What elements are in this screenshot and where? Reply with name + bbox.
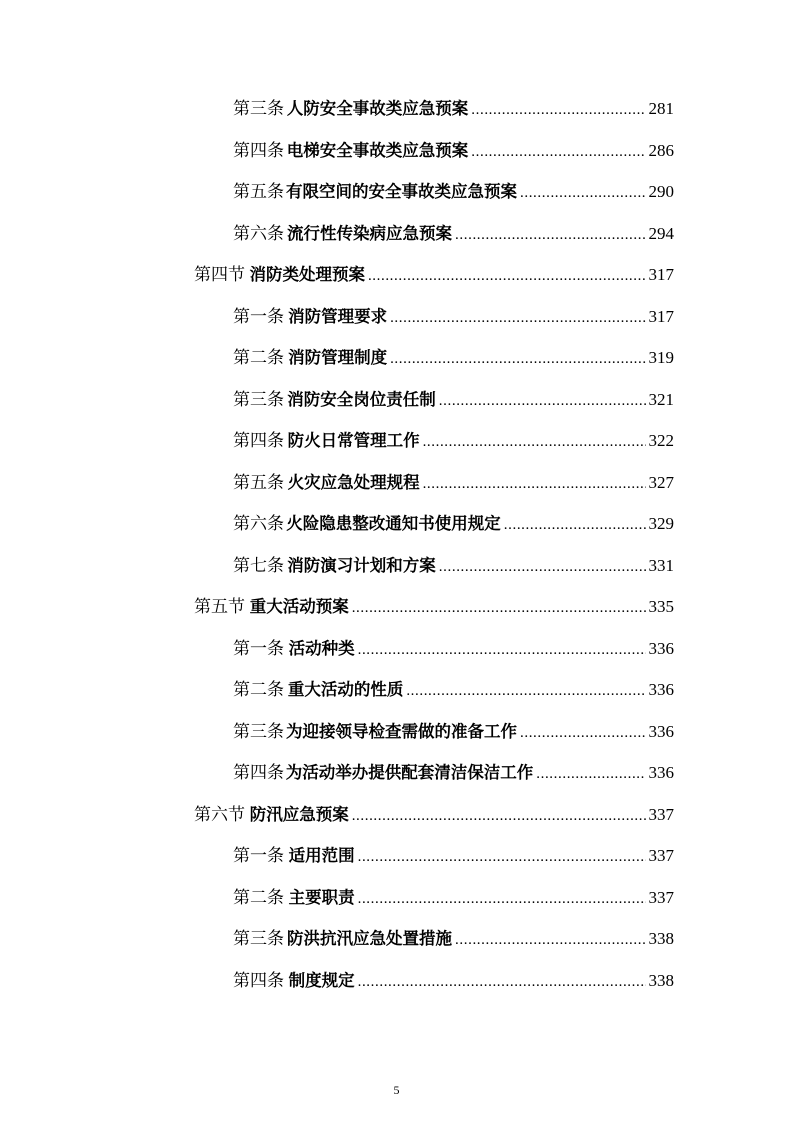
- dot-leader: [358, 837, 646, 879]
- toc-entry-page: 336: [648, 763, 674, 782]
- toc-entry-number: 第三条: [233, 389, 284, 410]
- toc-entry-number: 第二条: [233, 348, 284, 368]
- toc-entry-title: 重大活动的性质: [287, 680, 404, 699]
- toc-entry-title: 防火日常管理工作: [287, 431, 420, 450]
- toc-entry-number: 第五条: [233, 182, 284, 202]
- toc-entry[interactable]: [0, 379, 674, 421]
- toc-entry-number: 第四条: [233, 763, 284, 783]
- toc-entry[interactable]: [0, 669, 674, 711]
- toc-section-title: 重大活动预案: [249, 597, 349, 616]
- dot-leader: [368, 256, 646, 298]
- toc-entry-page: 294: [648, 223, 674, 243]
- dot-leader: [352, 588, 646, 630]
- toc-entry-page: 290: [648, 182, 674, 201]
- toc-entry-number: 第四条: [233, 140, 284, 161]
- toc-entry[interactable]: [0, 877, 674, 919]
- toc-entry-number: 第四条: [233, 431, 284, 451]
- toc-entry-page: 338: [648, 970, 674, 990]
- toc-entry-page: 327: [648, 472, 674, 492]
- toc-entry-page: 286: [648, 140, 674, 160]
- toc-section-number: 第六节: [194, 804, 245, 825]
- toc-entry-title: 消防安全岗位责任制: [287, 389, 436, 409]
- toc-section-page: 317: [648, 265, 674, 284]
- dot-leader: [439, 547, 646, 589]
- toc-entry-number: 第三条: [233, 721, 284, 742]
- toc-entry-number: 第六条: [233, 223, 284, 244]
- toc-entry-title: 人防安全事故类应急预案: [286, 99, 469, 118]
- toc-entry[interactable]: [0, 420, 674, 462]
- dot-leader: [455, 920, 645, 962]
- toc-entry-title: 活动种类: [288, 638, 355, 658]
- toc-entry-title: 火险隐患整改通知书使用规定: [286, 514, 501, 533]
- toc-entry-title: 为活动举办提供配套清洁保洁工作: [285, 763, 534, 782]
- toc-entry-number: 第一条: [233, 306, 284, 327]
- toc-entry-page: 331: [648, 555, 674, 575]
- toc-entry-page: 336: [648, 638, 674, 658]
- toc-entry[interactable]: [0, 503, 674, 545]
- toc-entry[interactable]: [0, 960, 674, 1002]
- dot-leader: [520, 713, 646, 755]
- toc-entry-page: 322: [648, 431, 674, 450]
- dot-leader: [520, 173, 646, 215]
- dot-leader: [390, 298, 645, 340]
- dot-leader: [471, 132, 645, 174]
- toc-entry-title: 防洪抗汛应急处置措施: [287, 929, 453, 948]
- toc-section-number: 第四节: [194, 265, 245, 285]
- dot-leader: [455, 215, 645, 257]
- toc-entry-title: 消防管理要求: [288, 306, 388, 326]
- dot-leader: [536, 754, 645, 796]
- toc-entry-title: 制度规定: [288, 970, 355, 990]
- toc-entry-page: 336: [648, 721, 674, 741]
- toc-entry-page: 317: [648, 306, 674, 326]
- toc-entry-title: 电梯安全事故类应急预案: [286, 140, 469, 160]
- toc-entry-page: 336: [648, 680, 674, 699]
- toc-entry-number: 第三条: [233, 99, 284, 119]
- toc-entry[interactable]: [0, 337, 674, 379]
- toc-entry[interactable]: [0, 545, 674, 587]
- toc-entry-number: 第二条: [233, 680, 284, 700]
- dot-leader: [358, 962, 646, 1004]
- dot-leader: [390, 339, 645, 381]
- toc-entry[interactable]: [0, 296, 674, 338]
- table-of-contents: [0, 88, 793, 1001]
- toc-entry[interactable]: [0, 835, 674, 877]
- toc-entry[interactable]: [0, 752, 674, 794]
- toc-entry[interactable]: [0, 628, 674, 670]
- toc-entry-number: 第三条: [233, 929, 284, 949]
- dot-leader: [423, 422, 646, 464]
- toc-section[interactable]: [0, 254, 674, 296]
- page-number: 5: [393, 1083, 400, 1097]
- toc-entry-title: 流行性传染病应急预案: [287, 223, 453, 243]
- dot-leader: [471, 90, 645, 132]
- dot-leader: [352, 796, 646, 838]
- toc-entry-number: 第二条: [233, 887, 284, 908]
- dot-leader: [439, 381, 646, 423]
- toc-entry-page: 321: [648, 389, 674, 409]
- toc-entry-page: 319: [648, 348, 674, 367]
- toc-entry[interactable]: [0, 711, 674, 753]
- dot-leader: [504, 505, 646, 547]
- toc-entry-number: 第六条: [233, 514, 284, 534]
- toc-section[interactable]: [0, 794, 674, 836]
- toc-entry[interactable]: [0, 88, 674, 130]
- toc-entry[interactable]: [0, 130, 674, 172]
- toc-entry-title: 消防管理制度: [288, 348, 388, 367]
- toc-entry-page: 337: [648, 846, 674, 865]
- toc-section-title: 防汛应急预案: [249, 804, 349, 824]
- toc-entry[interactable]: [0, 213, 674, 255]
- dot-leader: [358, 630, 646, 672]
- toc-entry[interactable]: [0, 462, 674, 504]
- toc-entry-number: 第一条: [233, 846, 284, 866]
- toc-entry-number: 第一条: [233, 638, 284, 659]
- toc-entry-page: 329: [648, 514, 674, 533]
- dot-leader: [358, 879, 646, 921]
- toc-entry-page: 338: [648, 929, 674, 948]
- toc-entry-page: 281: [648, 99, 674, 118]
- toc-entry-number: 第四条: [233, 970, 284, 991]
- toc-entry[interactable]: [0, 918, 674, 960]
- toc-entry-title: 适用范围: [288, 846, 355, 865]
- toc-entry-title: 为迎接领导检查需做的准备工作: [286, 721, 517, 741]
- toc-section-page: 335: [648, 597, 674, 616]
- toc-entry-title: 主要职责: [288, 887, 355, 907]
- toc-section[interactable]: [0, 586, 674, 628]
- toc-entry-title: 消防演习计划和方案: [287, 555, 436, 575]
- toc-section-title: 消防类处理预案: [249, 265, 365, 284]
- toc-entry-page: 337: [648, 887, 674, 907]
- toc-entry-title: 火灾应急处理规程: [287, 472, 420, 492]
- dot-leader: [423, 464, 646, 506]
- toc-entry-number: 第五条: [233, 472, 284, 493]
- toc-entry[interactable]: [0, 171, 674, 213]
- toc-entry-title: 有限空间的安全事故类应急预案: [286, 182, 517, 201]
- dot-leader: [406, 671, 645, 713]
- toc-section-page: 337: [648, 804, 674, 824]
- toc-section-number: 第五节: [194, 597, 245, 617]
- toc-entry-number: 第七条: [233, 555, 284, 576]
